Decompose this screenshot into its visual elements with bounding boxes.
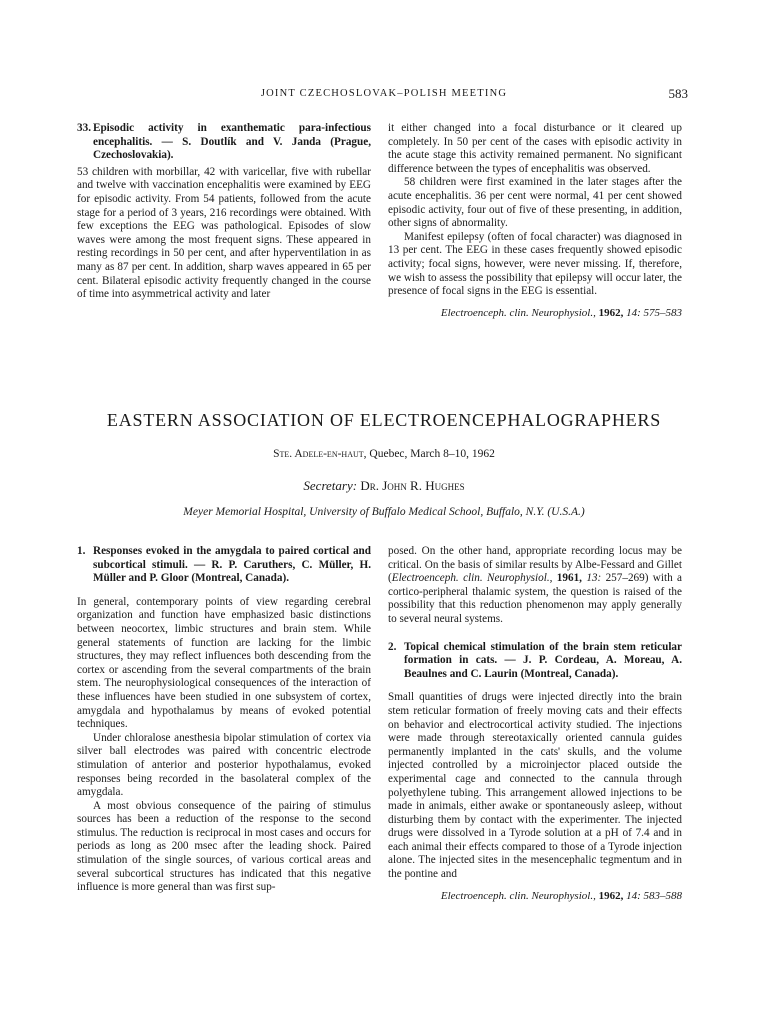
lower-right-column (388, 545, 682, 903)
abstract-2-body: Small quantities of drugs were injected directly into the brain stem reticular formation of freely moving cats and their effects on behavior and electrocortical activity studied. The injections were made through stereotaxically oriented cannula guides permanently implanted in the cats' skulls, and the volume injected controlled by a microinjector placed outside the experimental cage and connected to the cannula through polyethylene tubing. This arrangement allowed injections to be made in animals, either awake or spontaneously asleep, without disturbing them by contact with the experimenter. The injected drugs were dissolved in a Tyrode solution at a pH of 7.4 and in each animal their effects compared to those of a Tyrode injection alone. The injected sites in the mesencephalic tegmentum and in the pontine and (388, 691, 682, 881)
secretary-line: Secretary: Dr. John R. Hughes (303, 478, 465, 493)
top-abstract-left-column (77, 122, 371, 302)
lower-left-column (77, 545, 371, 895)
abstract-2-title (388, 641, 682, 682)
abstract-title-text: Responses evoked in the amygdala to paired cortical and subcortical stimuli. — R. P. Caruthers, C. Müller, H. Müller and P. Gloor (Montreal, Canada). (93, 545, 371, 585)
abstract-number: 2. (388, 640, 397, 653)
page-number: 583 (668, 86, 688, 101)
abstract-title-text: Topical chemical stimulation of the brain stem reticular formation in cats. — J. P. Cordeau, A. Moreau, A. Beaulnes and C. Laurin (Montreal, Canada). (404, 640, 682, 680)
top-abstract-right-column (388, 122, 682, 320)
citation-bottom: Electroenceph. clin. Neurophysiol., 1962, 14: 583–588 (440, 889, 682, 902)
abstract-1-paragraph-3: A most obvious consequence of the pairing of stimulus sources has been a reduction of the response to the second stimulus. The reduction is reciprocal in most cases and occurs for periods as long as 200 msec after the leading shock. Paired stimulation of the single sources, of various cortical areas and several subcortical structures has indicated that this negative influence is more general than was first sup- (77, 799, 371, 894)
abstract-33-body-right-2: 58 children were first examined in the later stages after the acute encephalitis. 36 per cent were normal, 41 per cent showed episodic activity, four out of five of these presenting, in addition, other signs of abnormality. (388, 176, 682, 230)
abstract-33-title (77, 122, 371, 163)
abstract-33-body-right-1: it either changed into a focal disturbance or it cleared up completely. In 50 per cent of the cases with episodic activity in the acute stage this activity remained permanent. No significant difference between the types of encephalitis was observed. (388, 122, 682, 175)
abstract-33-body-right-3: Manifest epilepsy (often of focal character) was diagnosed in 13 per cent. The EEG in these cases frequently showed episodic activity; focal signs, however, were never missing. If, therefore, we wish to assess the possibility that epilepsy will occur later, the presence of focal signs in the EEG is essential. (388, 230, 682, 298)
abstract-1-title (77, 545, 371, 586)
meeting-place: Ste. Adele-en-haut, Quebec, March 8–10, 1962 (273, 448, 495, 460)
citation-top: Electroenceph. clin. Neurophysiol., 1962, 14: 575–583 (440, 306, 682, 319)
abstract-1-continuation: posed. On the other hand, appropriate recording locus may be critical. On the basis of similar results by Albe-Fessard and Gillet (Electroenceph. clin. Neurophysiol., 1961, 13: 257–269) with a cortico-peripheral thalamic system, the question is raised of the possibility that this reduction phenomenon may apply generally to several neural systems. (388, 545, 682, 625)
abstract-title-text: Episodic activity in exanthematic para-infectious encephalitis. — S. Doutlík and V. Janda (Prague, Czechoslovakia). (93, 122, 371, 162)
abstract-number: 1. (77, 545, 86, 557)
abstract-1-paragraph-1: In general, contemporary points of view regarding cerebral organization and function have emphasized basic distinctions between neocortex, limbic structures and brain stem. While general statements of function are lacking for the limbic structures, they may reflect influences both descending from the cortex or ascending from the several compartments of the brain stem. The neurophysiological consequences of the interaction of these influences have been studied in one subsystem of cortex, amygdala and hypothalamus by means of evoked potential techniques. (77, 595, 371, 731)
abstract-1-paragraph-2: Under chloralose anesthesia bipolar stimulation of cortex via silver ball electrodes was paired with concentric electrode stimulation of anterior and posterior hypothalamus, evoked responses being recorded in the basolateral complex of the amygdala. (77, 731, 371, 799)
affiliation: Meyer Memorial Hospital, University of Buffalo Medical School, Buffalo, N.Y. (U.S.A.) (183, 506, 585, 518)
abstract-number: 33. (77, 122, 91, 134)
section-title: EASTERN ASSOCIATION OF ELECTROENCEPHALOGRAPHERS (106, 410, 662, 430)
abstract-33-body-left: 53 children with morbillar, 42 with varicellar, five with rubellar and twelve with vaccination encephalitis were examined by EEG for episodic activity. From 54 patients, followed from the acute stage for a period of 3 years, 216 recordings were obtained. With few exceptions the EEG was pathological. Episodes of slow waves were among the most frequent signs. These appeared in resting recordings in 50 per cent, and after hyperventilation in as many as 87 per cent. In addition, sharp waves appeared in 65 per cent. Bilateral episodic activity frequently changed in the course of time into asymmetrical activity and later (77, 165, 371, 301)
running-head: JOINT CZECHOSLOVAK–POLISH MEETING (260, 88, 508, 99)
